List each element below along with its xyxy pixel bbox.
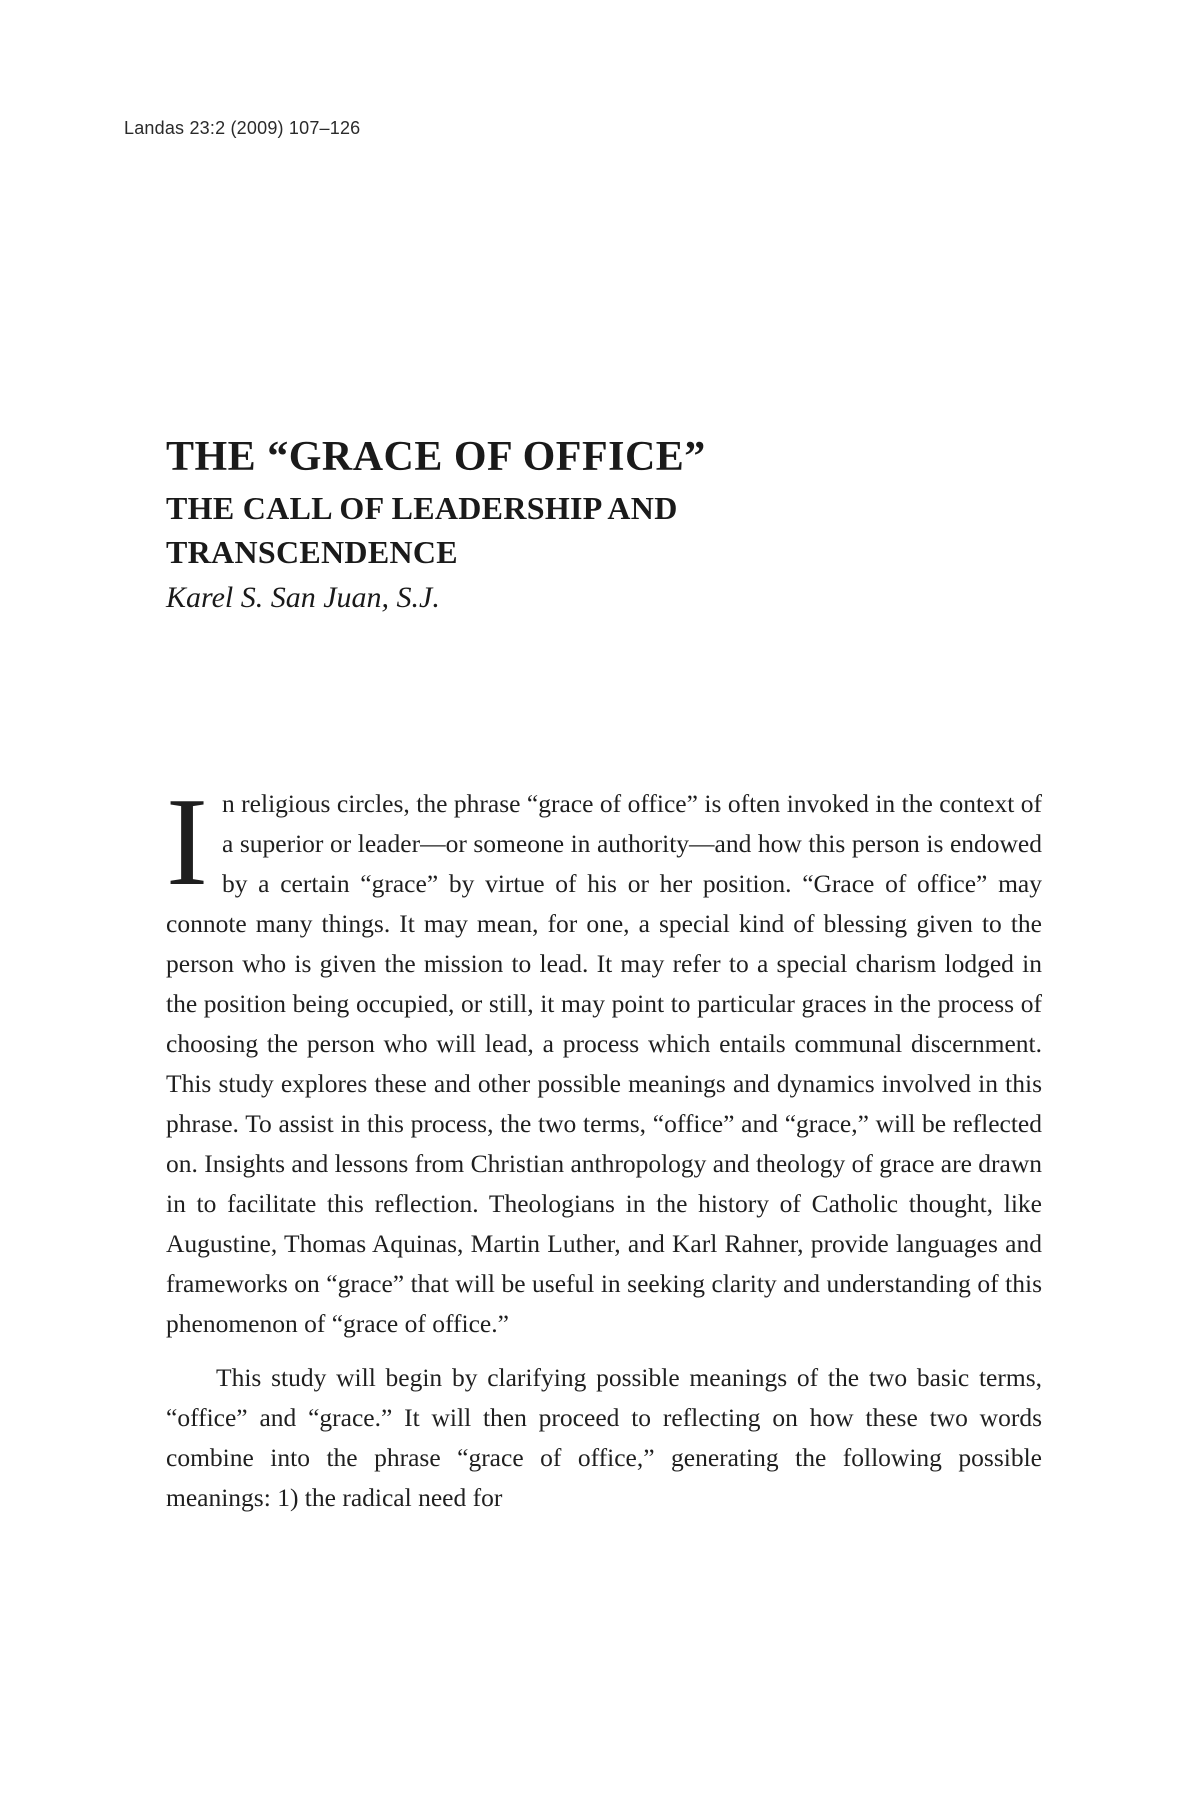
article-author: Karel S. San Juan, S.J. (166, 581, 440, 614)
running-head: Landas 23:2 (2009) 107–126 (124, 118, 361, 138)
title-block (166, 432, 1066, 620)
article-body (166, 773, 1043, 1518)
paragraph-2: This study will begin by clarifying possible meanings of the two basic terms, “office” and “grace.” It will then proceed to reflecting on how these two words combine into the phrase “grace of office,” generating the following possible meanings: 1) the radical need for (166, 1363, 1042, 1512)
article-subtitle: THE CALL OF LEADERSHIP AND TRANSCENDENCE (166, 490, 678, 570)
drop-cap: I (166, 773, 208, 912)
article-title: THE “GRACE OF OFFICE” (166, 434, 706, 480)
paragraph-1-text: n religious circles, the phrase “grace of office” is often invoked in the context of a superior or leader—or someone in authority—and how this person is endowed by a certain “grace” by virtue of his or her position. “Grace of office” may connote many things. It may mean, for one, a special kind of blessing given to the person who is given the mission to lead. It may refer to a special charism lodged in the position being occupied, or still, it may point to particular graces in the process of choosing the person who will lead, a process which entails communal discernment. This study explores these and other possible meanings and dynamics involved in this phrase. To assist in this process, the two terms, “office” and “grace,” will be reflected on. Insights and lessons from Christian anthropology and theology of grace are drawn in to facilitate this reflection. Theologians in the history of Catholic thought, like Augustine, Thomas Aquinas, Martin Luther, and Karl Rahner, provide languages and frameworks on “grace” that will be useful in seeking clarity and understanding of this phenomenon of “grace of office.” (166, 789, 1043, 1338)
paragraph-1 (166, 773, 1043, 1344)
